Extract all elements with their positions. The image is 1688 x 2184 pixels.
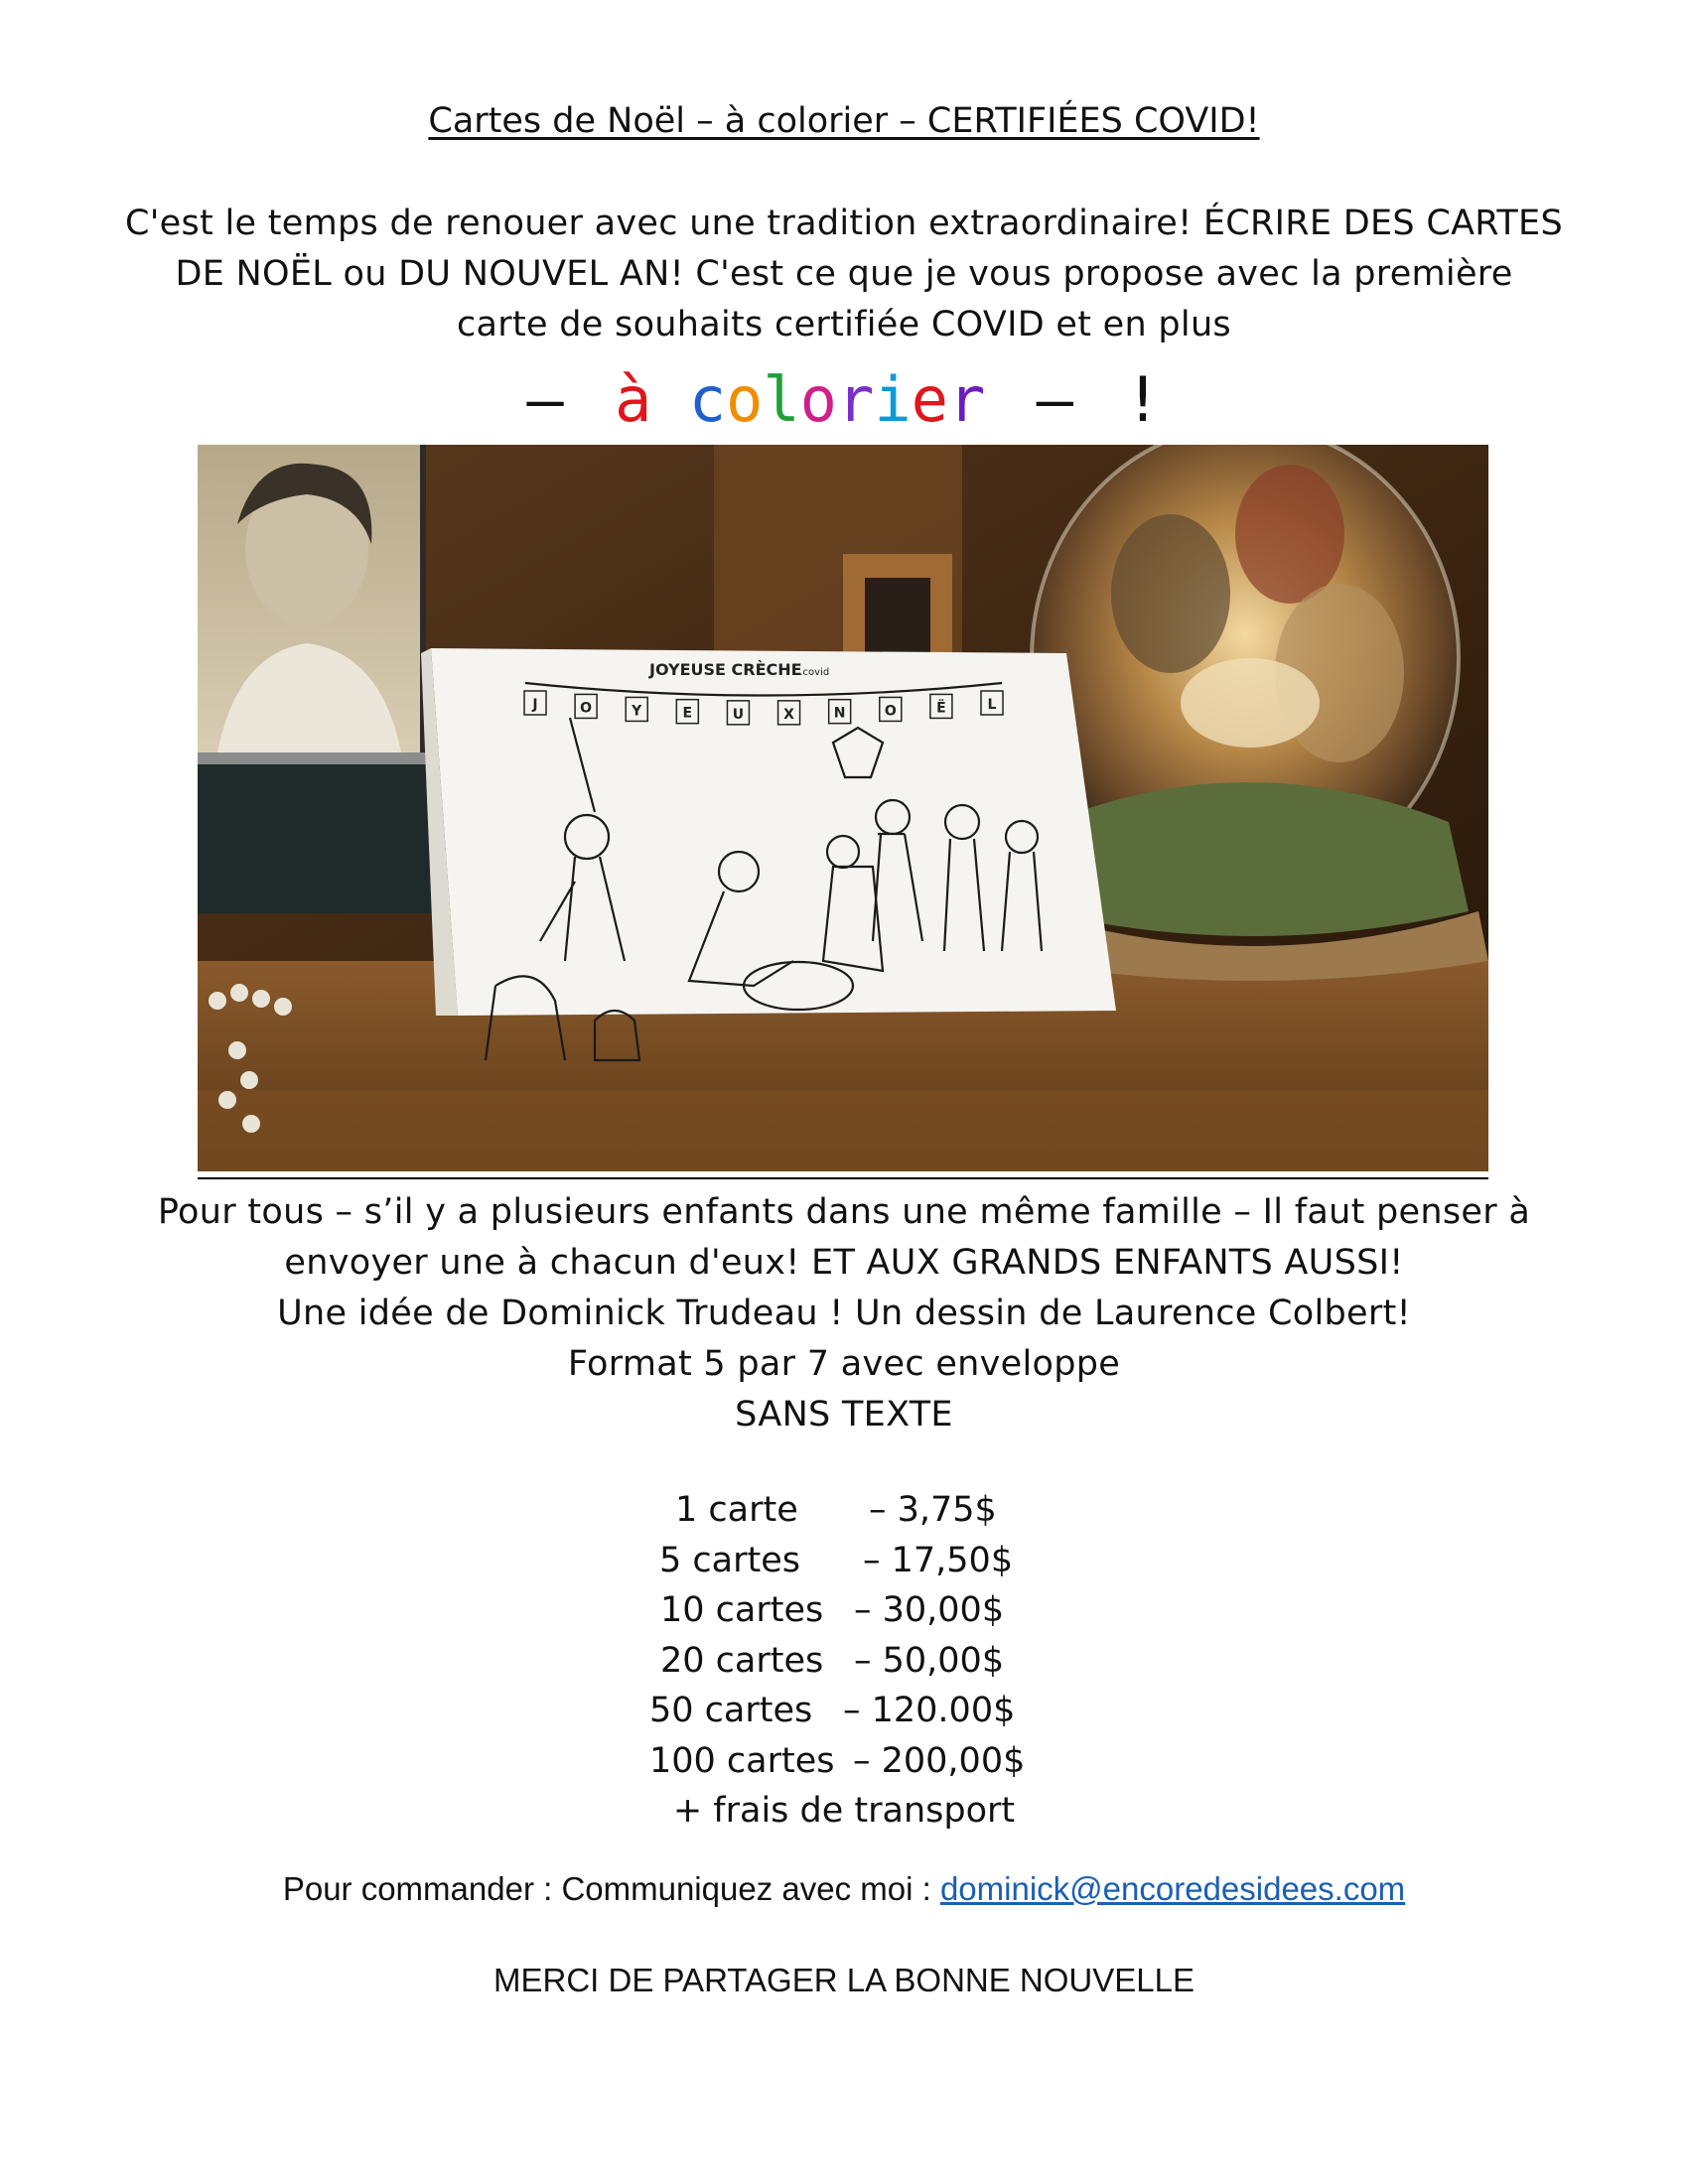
- intro-line: DE NOËL ou DU NOUVEL AN! C'est ce que je vous propose avec la première: [175, 254, 1513, 294]
- banner-letter: Y: [632, 703, 642, 720]
- price-row: [0, 1585, 1688, 1636]
- card-photo-illustration: [198, 445, 1488, 1171]
- description-line: Une idée de Dominick Trudeau ! Un dessin de Laurence Colbert!: [277, 1294, 1411, 1333]
- intro-line: carte de souhaits certifiée COVID et en plus: [457, 305, 1231, 344]
- colorier-letter: à: [615, 363, 652, 436]
- description-line: envoyer une à chacun d'eux! ET AUX GRANDS ENFANTS AUSSI!: [284, 1243, 1404, 1283]
- price-qty: 5 cartes: [659, 1540, 800, 1580]
- colorier-letter: o: [799, 363, 837, 436]
- intro-line: C'est le temps de renouer avec une tradition extraordinaire! ÉCRIRE DES CARTES: [124, 204, 1563, 243]
- price-list: [0, 1485, 1688, 1836]
- description-line: Pour tous – s’il y a plusieurs enfants dans une même famille – Il faut penser à: [157, 1192, 1531, 1232]
- price-row: [0, 1485, 1688, 1536]
- description-line: SANS TEXTE: [735, 1395, 953, 1434]
- card-heading: JOYEUSE CRÈCHE: [649, 660, 802, 679]
- price-qty: 20 cartes: [660, 1640, 824, 1681]
- closing-line: MERCI DE PARTAGER LA BONNE NOUVELLE: [492, 1962, 1196, 1998]
- colorier-letter: c: [688, 363, 727, 436]
- price-row: [0, 1636, 1688, 1687]
- colorier-letter: o: [726, 363, 764, 436]
- email-link[interactable]: dominick@encoredesidees.com: [939, 1870, 1406, 1907]
- intro-paragraph: [0, 199, 1688, 350]
- card-photo: [198, 445, 1488, 1171]
- price-value: – 50,00$: [854, 1640, 1005, 1681]
- price-value: – 3,75$: [869, 1490, 997, 1530]
- colorier-letter: r: [947, 363, 986, 436]
- card-subheading: ...covid: [793, 667, 830, 678]
- colorier-headline: [0, 365, 1688, 435]
- colorier-letter: r: [837, 363, 875, 436]
- banner-letter: E: [682, 705, 693, 722]
- flyer-title: Cartes de Noël – à colorier – CERTIFIÉES COVID!: [428, 101, 1260, 141]
- price-qty: 50 cartes: [649, 1691, 813, 1730]
- divider-rule: [198, 1177, 1488, 1179]
- colorier-letter: [651, 365, 688, 435]
- price-qty: 100 cartes: [649, 1740, 835, 1781]
- price-value: – 17,50$: [863, 1540, 1014, 1580]
- banner-letter: N: [833, 705, 846, 722]
- banner-letter: U: [732, 706, 745, 723]
- dash-left: –: [526, 363, 564, 436]
- banner-letter: O: [884, 703, 897, 720]
- colorier-letter: e: [911, 363, 948, 436]
- description-paragraph: [0, 1187, 1688, 1440]
- banner-letter: J: [532, 697, 538, 713]
- price-value: – 200,00$: [853, 1740, 1026, 1781]
- colorier-word: [615, 365, 985, 435]
- price-row: [0, 1686, 1688, 1736]
- colorier-letter: l: [763, 363, 800, 436]
- order-label: Pour commander : Communiquez avec moi :: [282, 1870, 940, 1907]
- shipping-note: + frais de transport: [672, 1791, 1016, 1831]
- dash-right: –: [1036, 363, 1073, 436]
- description-line: Format 5 par 7 avec enveloppe: [567, 1344, 1121, 1384]
- price-row: [0, 1736, 1688, 1787]
- banner-letter: Ë: [936, 700, 946, 717]
- order-line: [0, 1866, 1688, 1912]
- banner-letter: L: [987, 697, 997, 713]
- exclamation: !: [1124, 363, 1162, 436]
- price-qty: 1 carte: [675, 1490, 798, 1530]
- banner-letter: O: [580, 700, 593, 717]
- banner-letter: X: [783, 706, 794, 723]
- price-value: – 120.00$: [843, 1691, 1016, 1730]
- colorier-letter: i: [874, 363, 912, 436]
- price-value: – 30,00$: [854, 1590, 1005, 1630]
- price-row: [0, 1536, 1688, 1586]
- price-qty: 10 cartes: [660, 1590, 824, 1630]
